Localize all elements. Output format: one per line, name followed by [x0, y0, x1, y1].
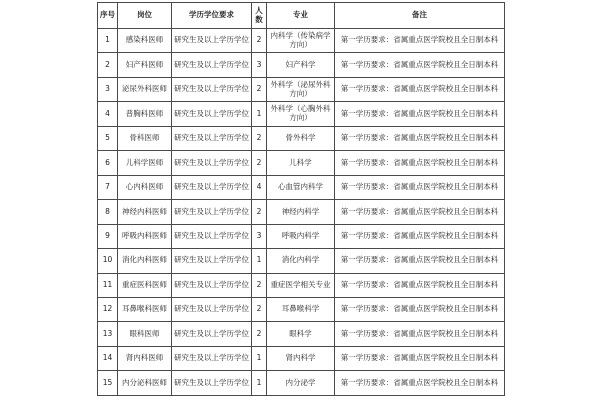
cell-major: 儿科学	[267, 151, 335, 175]
table-row	[98, 224, 505, 248]
cell-position: 泌尿外科医师	[118, 77, 172, 101]
cell-major: 消化内科学	[267, 249, 335, 273]
cell-major: 内分泌学	[267, 371, 335, 396]
cell-position: 骨科医师	[118, 126, 172, 150]
cell-note: 第一学历要求：省属重点医学院校且全日制本科	[335, 151, 505, 175]
cell-degree: 研究生及以上学历学位	[172, 322, 252, 346]
cell-note: 第一学历要求：省属重点医学院校且全日制本科	[335, 297, 505, 321]
cell-note: 第一学历要求：省属重点医学院校且全日制本科	[335, 102, 505, 126]
cell-count: 4	[252, 175, 267, 199]
cell-note: 第一学历要求：省属重点医学院校且全日制本科	[335, 200, 505, 224]
cell-count: 2	[252, 322, 267, 346]
cell-count: 2	[252, 151, 267, 175]
cell-position: 心内科医师	[118, 175, 172, 199]
table-row	[98, 297, 505, 321]
table-row	[98, 126, 505, 150]
recruitment-table-container	[97, 2, 504, 396]
cell-count: 2	[252, 126, 267, 150]
cell-position: 呼吸内科医师	[118, 224, 172, 248]
cell-no: 10	[98, 249, 118, 273]
cell-major: 眼科学	[267, 322, 335, 346]
table-row	[98, 346, 505, 370]
cell-count: 1	[252, 346, 267, 370]
cell-position: 妇产科医师	[118, 53, 172, 77]
table-header-row	[98, 3, 505, 29]
cell-position: 神经内科医师	[118, 200, 172, 224]
cell-degree: 研究生及以上学历学位	[172, 151, 252, 175]
cell-degree: 研究生及以上学历学位	[172, 273, 252, 297]
cell-no: 15	[98, 371, 118, 396]
cell-degree: 研究生及以上学历学位	[172, 249, 252, 273]
cell-count: 2	[252, 297, 267, 321]
header-note: 备注	[335, 3, 505, 29]
cell-count: 2	[252, 29, 267, 53]
cell-no: 7	[98, 175, 118, 199]
cell-no: 14	[98, 346, 118, 370]
cell-degree: 研究生及以上学历学位	[172, 371, 252, 396]
cell-note: 第一学历要求：省属重点医学院校且全日制本科	[335, 371, 505, 396]
table-row	[98, 371, 505, 396]
cell-position: 重症医科医师	[118, 273, 172, 297]
header-no: 序号	[98, 3, 118, 29]
cell-no: 2	[98, 53, 118, 77]
cell-note: 第一学历要求：省属重点医学院校且全日制本科	[335, 322, 505, 346]
cell-count: 1	[252, 102, 267, 126]
cell-no: 9	[98, 224, 118, 248]
cell-count: 2	[252, 77, 267, 101]
cell-no: 3	[98, 77, 118, 101]
recruitment-table	[97, 2, 505, 396]
cell-note: 第一学历要求：省属重点医学院校且全日制本科	[335, 29, 505, 53]
header-major: 专业	[267, 3, 335, 29]
cell-note: 第一学历要求：省属重点医学院校且全日制本科	[335, 126, 505, 150]
cell-no: 5	[98, 126, 118, 150]
cell-no: 6	[98, 151, 118, 175]
table-row	[98, 29, 505, 53]
table-row	[98, 77, 505, 101]
cell-note: 第一学历要求：省属重点医学院校且全日制本科	[335, 77, 505, 101]
table-row	[98, 53, 505, 77]
cell-major: 内科学（传染病学方向）	[267, 29, 335, 53]
table-row	[98, 175, 505, 199]
cell-position: 肾内科医师	[118, 346, 172, 370]
cell-major: 外科学（泌尿外科方向）	[267, 77, 335, 101]
cell-degree: 研究生及以上学历学位	[172, 297, 252, 321]
cell-degree: 研究生及以上学历学位	[172, 200, 252, 224]
cell-major: 肾内科学	[267, 346, 335, 370]
cell-degree: 研究生及以上学历学位	[172, 126, 252, 150]
table-row	[98, 102, 505, 126]
cell-major: 重症医学相关专业	[267, 273, 335, 297]
table-row	[98, 249, 505, 273]
cell-note: 第一学历要求：省属重点医学院校且全日制本科	[335, 249, 505, 273]
cell-major: 耳鼻喉科学	[267, 297, 335, 321]
cell-position: 感染科医师	[118, 29, 172, 53]
cell-position: 耳鼻喉科医师	[118, 297, 172, 321]
header-degree: 学历学位要求	[172, 3, 252, 29]
cell-note: 第一学历要求：省属重点医学院校且全日制本科	[335, 273, 505, 297]
cell-degree: 研究生及以上学历学位	[172, 29, 252, 53]
table-row	[98, 273, 505, 297]
cell-note: 第一学历要求：省属重点医学院校且全日制本科	[335, 53, 505, 77]
cell-degree: 研究生及以上学历学位	[172, 77, 252, 101]
cell-count: 1	[252, 371, 267, 396]
cell-no: 13	[98, 322, 118, 346]
cell-count: 3	[252, 224, 267, 248]
cell-count: 3	[252, 53, 267, 77]
table-row	[98, 322, 505, 346]
cell-no: 8	[98, 200, 118, 224]
table-row	[98, 200, 505, 224]
cell-degree: 研究生及以上学历学位	[172, 346, 252, 370]
cell-note: 第一学历要求：省属重点医学院校且全日制本科	[335, 175, 505, 199]
cell-position: 儿科学医师	[118, 151, 172, 175]
cell-note: 第一学历要求：省属重点医学院校且全日制本科	[335, 224, 505, 248]
cell-no: 12	[98, 297, 118, 321]
cell-major: 妇产科学	[267, 53, 335, 77]
header-position: 岗位	[118, 3, 172, 29]
cell-degree: 研究生及以上学历学位	[172, 224, 252, 248]
cell-no: 1	[98, 29, 118, 53]
cell-no: 11	[98, 273, 118, 297]
cell-count: 1	[252, 249, 267, 273]
cell-position: 普胸科医师	[118, 102, 172, 126]
cell-major: 骨外科学	[267, 126, 335, 150]
cell-no: 4	[98, 102, 118, 126]
cell-major: 心血管内科学	[267, 175, 335, 199]
cell-count: 2	[252, 200, 267, 224]
cell-count: 2	[252, 273, 267, 297]
table-row	[98, 151, 505, 175]
cell-position: 眼科医师	[118, 322, 172, 346]
cell-degree: 研究生及以上学历学位	[172, 53, 252, 77]
cell-degree: 研究生及以上学历学位	[172, 175, 252, 199]
cell-degree: 研究生及以上学历学位	[172, 102, 252, 126]
cell-major: 神经内科学	[267, 200, 335, 224]
cell-major: 呼吸内科学	[267, 224, 335, 248]
cell-major: 外科学（心胸外科方向）	[267, 102, 335, 126]
cell-position: 内分泌科医师	[118, 371, 172, 396]
header-count: 人数	[252, 3, 267, 29]
cell-note: 第一学历要求：省属重点医学院校且全日制本科	[335, 346, 505, 370]
cell-position: 消化内科医师	[118, 249, 172, 273]
